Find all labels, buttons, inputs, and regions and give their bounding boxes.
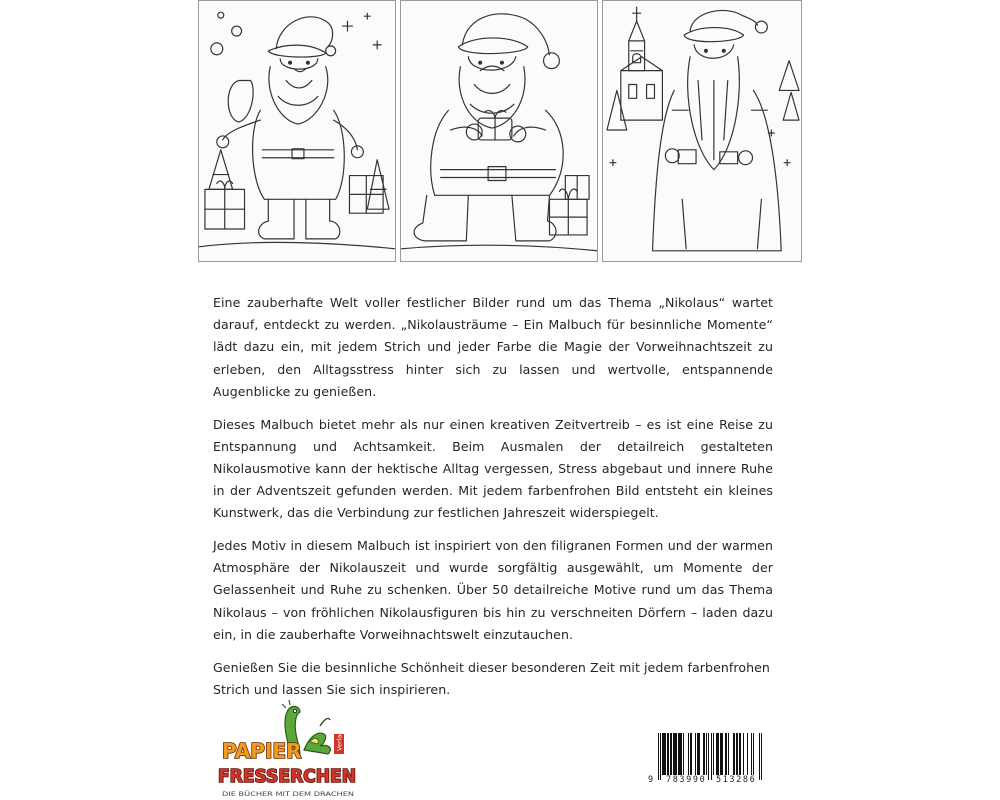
publisher-logo [216,700,362,800]
barcode-digits [648,775,764,787]
santa-with-gifts-illustration [198,0,396,262]
barcode-bars [658,733,762,775]
logo-tagline: DIE BÜCHER MIT DEM DRACHEN [222,790,325,798]
barcode-digit-first: 9 [648,775,654,785]
barcode-digits-right: 513286 [716,775,757,785]
logo-line-2: FRESSERCHEN [218,767,356,787]
description-paragraph-2: Dieses Malbuch bietet mehr als nur einen kreativen Zeitvertreib – es ist eine Reise zu Entspannung und Achtsamkeit. Beim Ausmalen der detailreich gestalteten Nikolausmotive kann der hektische Alltag vergessen, Stress abgebaut und innere Ruhe in der Adventszeit gefunden werden. Mit jedem farbenfrohen Bild entsteht ein kleines Kunstwerk, das die Verbindung zur festlichen Jahreszeit widerspiegelt. [213,416,773,521]
barcode-digits-left: 783990 [666,775,707,785]
nikolaus-with-church-illustration [602,0,802,262]
isbn-barcode [648,733,764,788]
barcode-module [761,733,762,780]
description-paragraph-4: Genießen Sie die besinnliche Schönheit dieser besonderen Zeit mit jedem farbenfrohen Strich und lassen Sie sich inspirieren. [213,659,770,697]
santa-kneeling-illustration [400,0,598,262]
logo-badge: Verlag [335,730,344,751]
book-description [213,292,773,711]
logo-line-1: PAPIER [222,739,302,763]
description-paragraph-1: Eine zauberhafte Welt voller festlicher Bilder rund um das Thema „Nikolaus“ wartet darauf, entdeckt zu werden. „Nikolausträume – Ein Malbuch für besinnliche Momente“ lädt dazu ein, mit jedem Strich und jeder Farbe die Magie der Vorweihnachtszeit zu erleben, den Alltagsstress hinter sich zu lassen und wertvolle, entspannende Augenblicke zu genießen. [213,295,773,399]
description-paragraph-3: Jedes Motiv in diesem Malbuch ist inspiriert von den filigranen Formen und der warmen Atmosphäre der Nikolauszeit und wurde sorgfältig ausgewählt, um Momente der Gelassenheit und Ruhe zu schenken. Über 50 detailreiche Motive rund um das Thema Nikolaus – von fröhlichen Nikolausfiguren bis hin zu verschneiten Dörfern – laden dazu ein, in die zauberhafte Vorweihnachtswelt einzutauchen. [213,538,773,642]
